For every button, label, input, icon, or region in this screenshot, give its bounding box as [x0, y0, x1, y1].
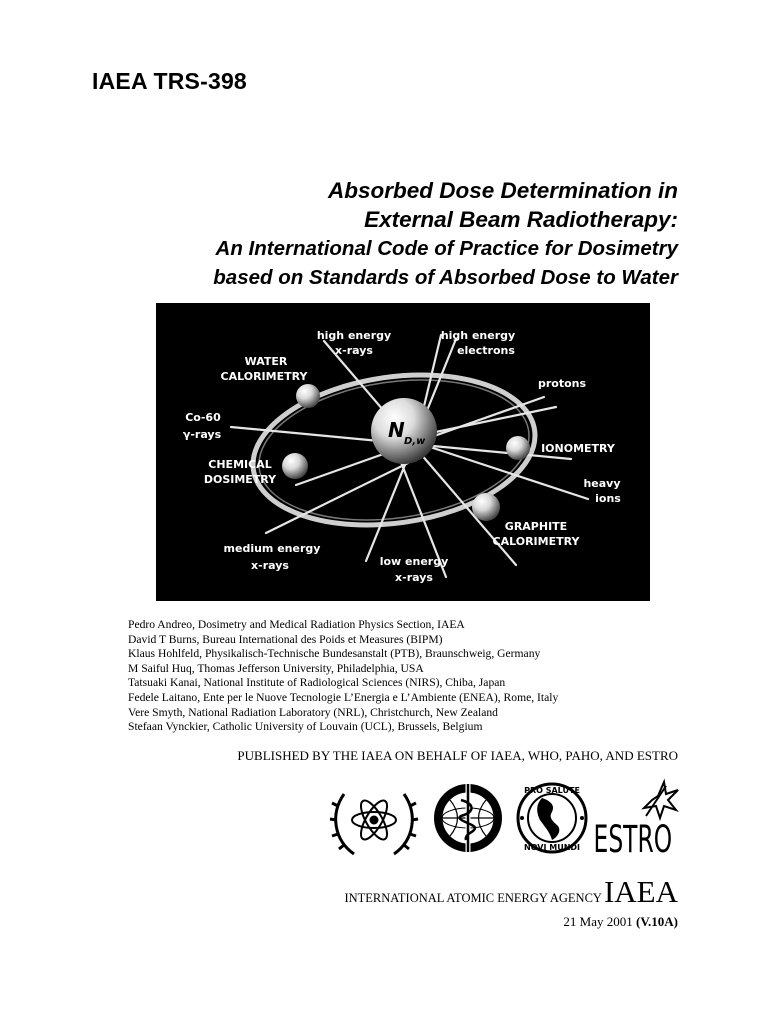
label-medium-energy-2: x-rays: [251, 559, 289, 572]
label-heavy-1: heavy: [583, 477, 621, 490]
author-entry: Fedele Laitano, Ente per le Nuove Tecnologie L’Energia e L’Ambiente (ENEA), Rome, Italy: [128, 690, 559, 704]
author-entry: M Saiful Huq, Thomas Jefferson University, Philadelphia, USA: [128, 661, 424, 675]
version-label: (V.10A): [635, 914, 678, 929]
label-medium-energy-1: medium energy: [223, 542, 321, 555]
author-entry: Vere Smyth, National Radiation Laboratory (NRL), Christchurch, New Zealand: [128, 705, 498, 719]
sphere-graphite-calorimetry: [472, 493, 500, 521]
paho-bottom-text: NOVI MUNDI: [523, 843, 581, 852]
title-line-3: An International Code of Practice for Dosimetry: [215, 237, 678, 260]
iaea-emblem-icon: [330, 794, 418, 854]
paho-emblem-icon: [518, 784, 586, 852]
agency-acronym: IAEA: [603, 874, 678, 909]
label-chemical-2: DOSIMETRY: [203, 473, 277, 486]
label-heavy-2: ions: [595, 492, 621, 505]
cover-figure: [156, 303, 650, 601]
label-water-calorimetry-1: WATER: [244, 355, 288, 368]
label-water-calorimetry-2: CALORIMETRY: [220, 370, 308, 383]
title-line-4: based on Standards of Absorbed Dose to Water: [213, 266, 678, 289]
label-chemical-1: CHEMICAL: [208, 458, 272, 471]
label-high-energy-xrays-2: x-rays: [335, 344, 373, 357]
logo-strip: [326, 776, 682, 864]
organization-logos: [326, 776, 682, 864]
center-subscript: D,w: [404, 436, 426, 447]
label-low-energy-1: low energy: [379, 555, 449, 568]
agency-line: [344, 874, 678, 910]
label-high-energy-electrons-2: electrons: [457, 344, 515, 357]
estro-logo-icon: [594, 782, 678, 862]
author-entry: Klaus Hohlfeld, Physikalisch-Technische Bundesanstalt (PTB), Braunschweig, Germany: [128, 647, 541, 661]
center-symbol: N: [388, 418, 405, 442]
who-emblem-icon: [434, 784, 502, 852]
publication-date: 21 May 2001: [563, 914, 633, 929]
label-co60-1: Co-60: [185, 411, 221, 424]
estro-text: ESTRO: [593, 818, 673, 862]
author-entry: Pedro Andreo, Dosimetry and Medical Radiation Physics Section, IAEA: [128, 618, 465, 631]
sphere-water-calorimetry: [296, 384, 320, 408]
label-ionometry: IONOMETRY: [541, 442, 615, 455]
label-graphite-1: GRAPHITE: [504, 520, 568, 533]
paho-top-text: PRO SALUTE: [524, 786, 580, 795]
label-high-energy-xrays-1: high energy: [316, 329, 392, 342]
author-entry: David T Burns, Bureau International des Poids et Measures (BIPM): [128, 632, 443, 646]
label-protons: protons: [537, 377, 587, 390]
label-graphite-2: CALORIMETRY: [492, 535, 580, 548]
author-entry: Tatsuaki Kanai, National Institute of Radiological Sciences (NIRS), Chiba, Japan: [128, 676, 506, 690]
dosimetry-diagram: [156, 303, 650, 601]
sphere-chemical-dosimetry: [282, 453, 308, 479]
author-entry: Stefaan Vynckier, Catholic University of Louvain (UCL), Brussels, Belgium: [128, 720, 483, 734]
author-list: [128, 618, 688, 735]
publisher-statement: PUBLISHED BY THE IAEA ON BEHALF OF IAEA, WHO, PAHO, AND ESTRO: [237, 748, 678, 763]
label-low-energy-2: x-rays: [395, 571, 433, 584]
title-line-2: External Beam Radiotherapy:: [364, 207, 678, 232]
label-high-energy-electrons-1: high energy: [440, 329, 516, 342]
document-title: [78, 176, 678, 292]
title-line-1: Absorbed Dose Determination in: [327, 178, 678, 203]
label-co60-2: γ-rays: [182, 428, 222, 441]
agency-name: INTERNATIONAL ATOMIC ENERGY AGENCY: [344, 891, 602, 905]
sphere-ionometry: [506, 436, 530, 460]
report-id: IAEA TRS-398: [92, 68, 247, 94]
date-line: [563, 914, 678, 930]
